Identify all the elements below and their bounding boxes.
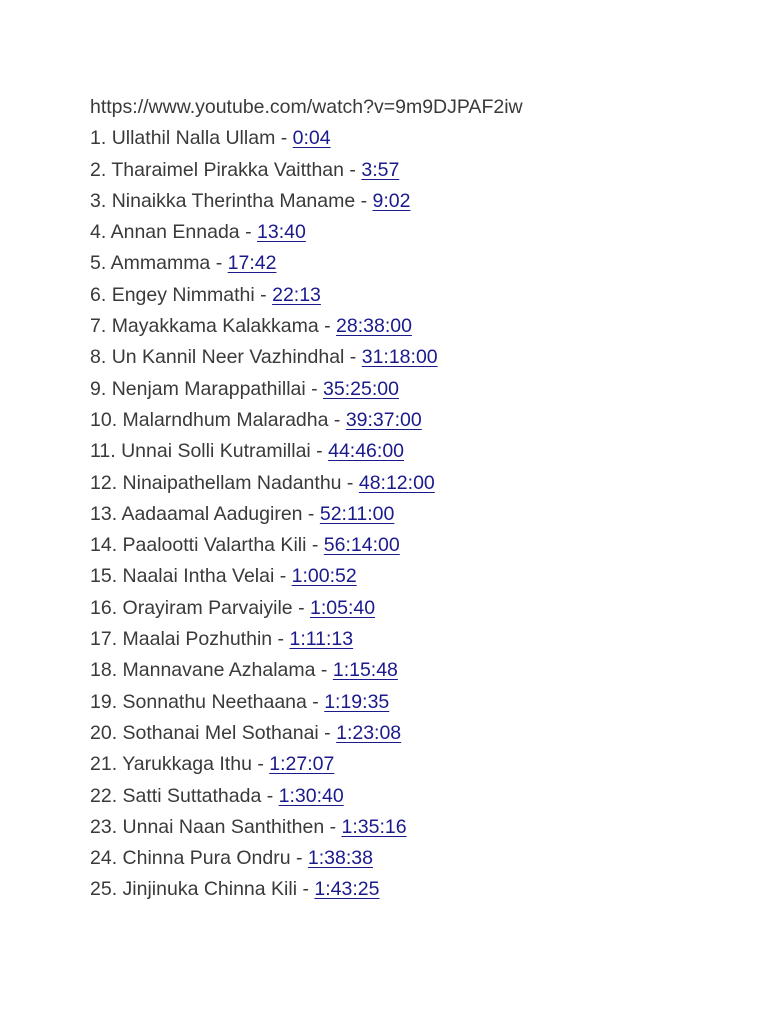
track-title: Unnai Naan Santhithen bbox=[122, 815, 325, 838]
track-row bbox=[90, 311, 730, 342]
track-title: Sothanai Mel Sothanai bbox=[122, 721, 319, 744]
track-separator: - bbox=[261, 784, 279, 807]
track-number: 6. bbox=[90, 283, 107, 306]
timestamp-link[interactable]: 1:05:40 bbox=[310, 596, 376, 619]
timestamp-link[interactable]: 1:00:52 bbox=[291, 565, 357, 588]
timestamp-link[interactable]: 3:57 bbox=[361, 158, 400, 181]
timestamp-link[interactable]: 1:38:38 bbox=[307, 847, 373, 870]
track-number: 24. bbox=[90, 847, 118, 870]
timestamp-link[interactable]: 28:38:00 bbox=[336, 315, 412, 338]
track-title: Engey Nimmathi bbox=[111, 283, 255, 306]
timestamp-link[interactable]: 52:11:00 bbox=[319, 502, 395, 525]
track-title: Ullathil Nalla Ullam bbox=[111, 127, 276, 150]
track-number: 23. bbox=[90, 815, 118, 838]
track-number: 18. bbox=[90, 659, 118, 682]
track-separator: - bbox=[306, 534, 324, 557]
track-separator: - bbox=[318, 315, 337, 338]
track-row bbox=[90, 530, 730, 561]
timestamp-link[interactable]: 1:27:07 bbox=[269, 753, 335, 776]
timestamp-link[interactable]: 1:23:08 bbox=[336, 721, 402, 744]
track-number: 7. bbox=[90, 315, 107, 338]
track-number: 13. bbox=[90, 502, 118, 525]
timestamp-link[interactable]: 1:35:16 bbox=[341, 815, 407, 838]
track-title: Paalootti Valartha Kili bbox=[122, 534, 307, 557]
track-separator: - bbox=[297, 878, 315, 901]
track-row bbox=[90, 280, 730, 311]
document-body bbox=[90, 92, 730, 906]
track-separator: - bbox=[254, 283, 273, 306]
timestamp-link[interactable]: 1:15:48 bbox=[332, 659, 398, 682]
track-title: Mannavane Azhalama bbox=[122, 659, 316, 682]
track-row bbox=[90, 342, 730, 373]
track-separator: - bbox=[318, 721, 337, 744]
timestamp-link[interactable]: 17:42 bbox=[227, 252, 277, 275]
track-row bbox=[90, 624, 730, 655]
track-number: 3. bbox=[90, 189, 107, 212]
track-number: 5. bbox=[90, 252, 107, 275]
track-row bbox=[90, 436, 730, 467]
track-title: Jinjinuka Chinna Kili bbox=[122, 878, 298, 901]
track-title: Un Kannil Neer Vazhindhal bbox=[111, 346, 345, 369]
track-title: Maalai Pozhuthin bbox=[122, 628, 273, 651]
track-separator: - bbox=[328, 408, 346, 431]
track-row bbox=[90, 812, 730, 843]
timestamp-link[interactable]: 56:14:00 bbox=[323, 534, 400, 557]
track-number: 2. bbox=[90, 158, 107, 181]
track-number: 1. bbox=[90, 127, 107, 150]
track-title: Annan Ennada bbox=[110, 221, 240, 244]
timestamp-link[interactable]: 48:12:00 bbox=[358, 471, 435, 494]
track-row bbox=[90, 405, 730, 436]
track-separator: - bbox=[239, 221, 257, 244]
track-title: Tharaimel Pirakka Vaitthan bbox=[111, 158, 345, 181]
track-title: Ninaikka Therintha Maname bbox=[111, 189, 356, 212]
track-number: 22. bbox=[90, 784, 118, 807]
track-title: Unnai Solli Kutramillai bbox=[121, 440, 311, 463]
timestamp-link[interactable]: 31:18:00 bbox=[361, 346, 438, 369]
track-number: 4. bbox=[90, 221, 107, 244]
timestamp-link[interactable]: 44:46:00 bbox=[328, 440, 405, 463]
track-row bbox=[90, 687, 730, 718]
video-url: https://www.youtube.com/watch?v=9m9DJPAF2iw bbox=[90, 96, 523, 118]
track-number: 17. bbox=[90, 628, 118, 651]
track-separator: - bbox=[324, 815, 342, 838]
timestamp-link[interactable]: 22:13 bbox=[272, 283, 321, 306]
track-separator: - bbox=[305, 377, 324, 400]
track-row bbox=[90, 749, 730, 780]
track-separator: - bbox=[302, 502, 320, 525]
track-number: 12. bbox=[90, 471, 118, 494]
track-row bbox=[90, 593, 730, 624]
track-title: Ammamma bbox=[110, 252, 211, 275]
track-row bbox=[90, 561, 730, 592]
track-title: Orayiram Parvaiyile bbox=[122, 596, 293, 619]
track-title: Satti Suttathada bbox=[122, 784, 262, 807]
track-row bbox=[90, 217, 730, 248]
track-number: 25. bbox=[90, 878, 118, 901]
timestamp-link[interactable]: 9:02 bbox=[372, 189, 411, 212]
track-number: 9. bbox=[90, 377, 107, 400]
track-title: Nenjam Marappathillai bbox=[111, 377, 306, 400]
track-row bbox=[90, 123, 730, 154]
timestamp-link[interactable]: 0:04 bbox=[292, 127, 331, 150]
track-list bbox=[90, 123, 730, 905]
track-row bbox=[90, 874, 730, 905]
track-row bbox=[90, 374, 730, 405]
timestamp-link[interactable]: 1:19:35 bbox=[324, 690, 390, 713]
timestamp-link[interactable]: 13:40 bbox=[257, 221, 306, 244]
track-separator: - bbox=[306, 690, 325, 713]
track-title: Sonnathu Neethaana bbox=[122, 690, 307, 713]
track-title: Yarukkaga Ithu bbox=[122, 753, 252, 776]
timestamp-link[interactable]: 1:30:40 bbox=[278, 784, 344, 807]
track-row bbox=[90, 499, 730, 530]
track-separator: - bbox=[315, 659, 333, 682]
track-number: 19. bbox=[90, 690, 118, 713]
track-number: 15. bbox=[90, 565, 118, 588]
track-title: Naalai Intha Velai bbox=[122, 565, 275, 588]
timestamp-link[interactable]: 1:43:25 bbox=[314, 878, 380, 901]
track-separator: - bbox=[251, 753, 270, 776]
track-title: Chinna Pura Ondru bbox=[122, 847, 291, 870]
track-separator: - bbox=[355, 189, 373, 212]
track-row bbox=[90, 248, 730, 279]
track-separator: - bbox=[341, 471, 359, 494]
track-row bbox=[90, 843, 730, 874]
track-number: 14. bbox=[90, 534, 118, 557]
track-title: Mayakkama Kalakkama bbox=[111, 315, 319, 338]
track-separator: - bbox=[275, 127, 293, 150]
track-separator: - bbox=[274, 565, 292, 588]
track-number: 10. bbox=[90, 408, 118, 431]
track-separator: - bbox=[344, 158, 362, 181]
timestamp-link[interactable]: 1:11:13 bbox=[289, 628, 354, 651]
track-title: Ninaipathellam Nadanthu bbox=[122, 471, 342, 494]
track-separator: - bbox=[290, 847, 308, 870]
track-number: 11. bbox=[90, 440, 116, 463]
track-number: 16. bbox=[90, 596, 118, 619]
track-title: Aadaamal Aadugiren bbox=[121, 502, 303, 525]
track-row bbox=[90, 468, 730, 499]
track-row bbox=[90, 781, 730, 812]
track-row bbox=[90, 186, 730, 217]
track-row bbox=[90, 655, 730, 686]
track-row bbox=[90, 155, 730, 186]
track-separator: - bbox=[292, 596, 310, 619]
track-title: Malarndhum Malaradha bbox=[122, 408, 329, 431]
timestamp-link[interactable]: 39:37:00 bbox=[345, 408, 422, 431]
track-separator: - bbox=[344, 346, 362, 369]
track-number: 20. bbox=[90, 721, 118, 744]
track-separator: - bbox=[272, 628, 290, 651]
track-separator: - bbox=[310, 440, 329, 463]
track-row bbox=[90, 718, 730, 749]
track-number: 8. bbox=[90, 346, 107, 369]
track-number: 21. bbox=[90, 753, 118, 776]
timestamp-link[interactable]: 35:25:00 bbox=[323, 377, 399, 400]
track-separator: - bbox=[210, 252, 228, 275]
